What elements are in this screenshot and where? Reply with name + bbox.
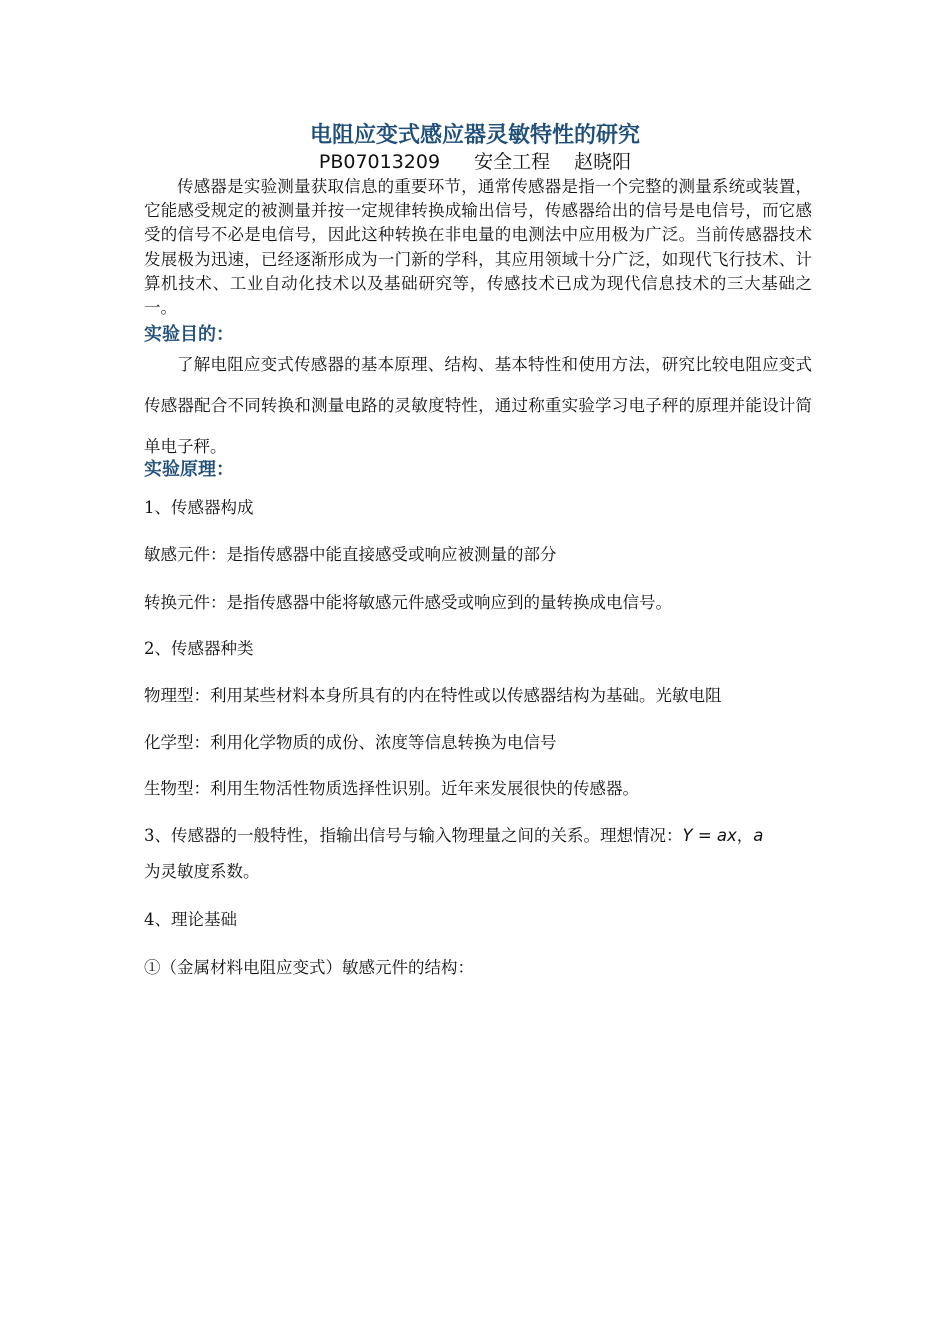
byline (0, 150, 950, 174)
formula-variable: a (753, 826, 764, 845)
principle-line: 敏感元件：是指传感器中能直接感受或响应被测量的部分 (144, 545, 557, 564)
principle-line: 转换元件：是指传感器中能将敏感元件感受或响应到的量转换成电信号。 (144, 593, 672, 612)
formula: Y = ax (682, 826, 737, 845)
intro-paragraph: 传感器是实验测量获取信息的重要环节，通常传感器是指一个完整的测量系统或装置，它能感受规定的被测量并按一定规律转换成输出信号，传感器给出的信号是电信号，而它感受的信号不必是电信号，因此这种转换在非电量的电测法中应用极为广泛。当前传感器技术发展极为迅速，已经逐渐形成为一门新的学科，其应用领域十分广泛，如现代飞行技术、计算机技术、工业自动化技术以及基础研究等，传感技术已成为现代信息技术的三大基础之一。 (144, 177, 812, 318)
document-title: 电阻应变式感应器灵敏特性的研究 (309, 123, 640, 148)
section-heading-purpose: 实验目的： (144, 324, 234, 345)
major: 安全工程 (474, 151, 551, 173)
author: 赵晓阳 (574, 151, 632, 173)
theory-heading: 4、理论基础 (144, 910, 237, 929)
theory-subitem: ①（金属材料电阻应变式）敏感元件的结构： (144, 958, 474, 977)
section-heading-principle: 实验原理： (144, 459, 234, 480)
characteristic-text: 3、传感器的一般特性，指输出信号与输入物理量之间的关系。理想情况： (144, 826, 683, 845)
characteristic-line (144, 824, 812, 848)
principle-line: 物理型：利用某些材料本身所具有的内在特性或以传感器结构为基础。光敏电阻 (144, 686, 722, 705)
characteristic-continuation: 为灵敏度系数。 (144, 862, 260, 881)
purpose-paragraph: 了解电阻应变式传感器的基本原理、结构、基本特性和使用方法，研究比较电阻应变式传感器配合不同转换和测量电路的灵敏度特性，通过称重实验学习电子秤的原理并能设计简单电子秤。 (144, 355, 812, 456)
student-id: PB07013209 (318, 151, 441, 173)
principle-line: 2、传感器种类 (144, 639, 254, 658)
principle-line: 化学型：利用化学物质的成份、浓度等信息转换为电信号 (144, 733, 557, 752)
principle-line: 1、传感器构成 (144, 498, 254, 517)
principle-line: 生物型：利用生物活性物质选择性识别。近年来发展很快的传感器。 (144, 779, 639, 798)
formula-separator: ， (736, 826, 754, 845)
